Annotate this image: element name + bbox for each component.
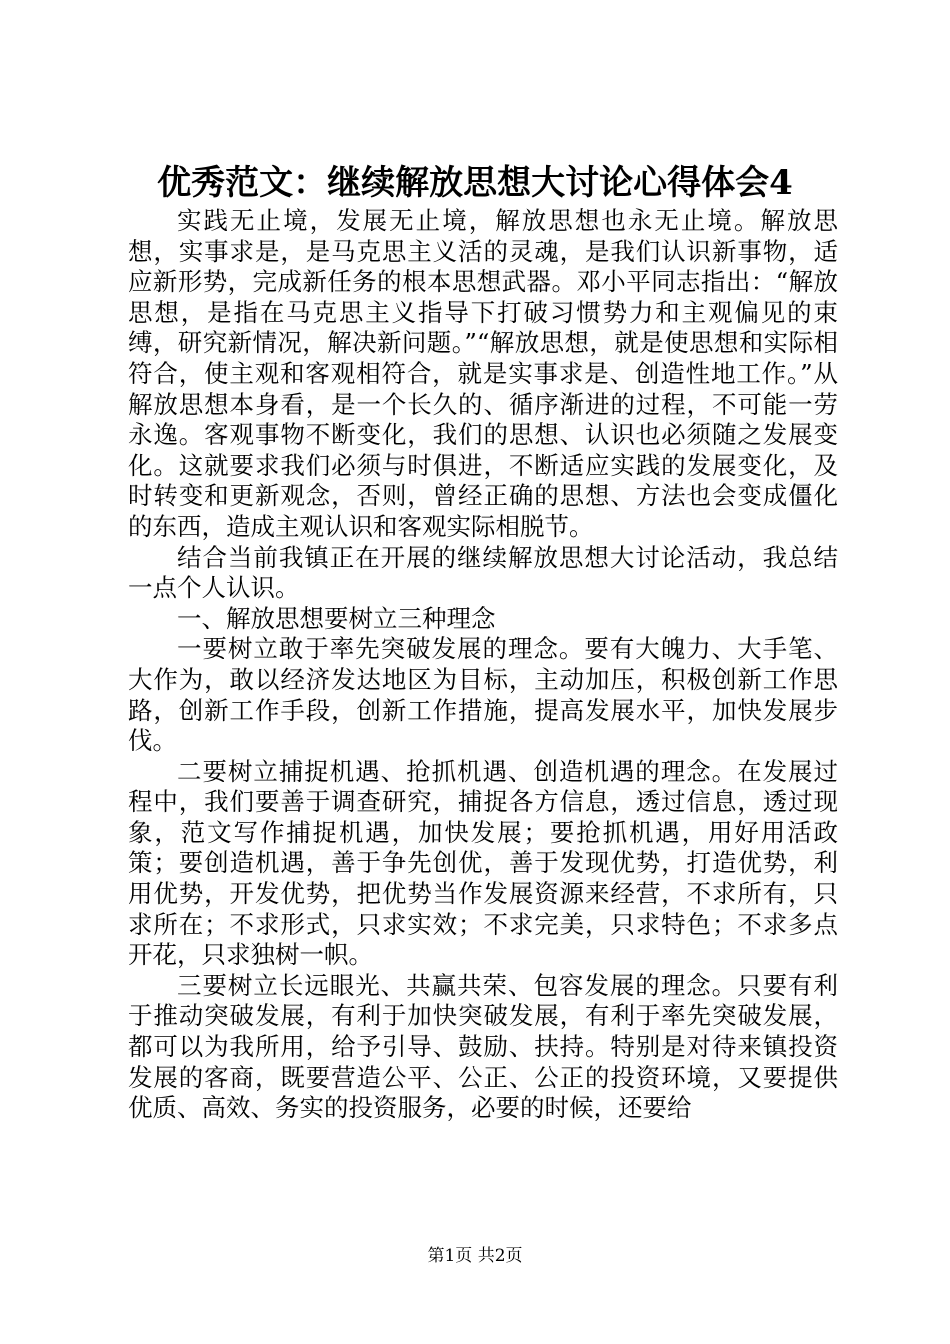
body-paragraph: 二要树立捕捉机遇、抢抓机遇、创造机遇的理念。在发展过程中，我们要善于调查研究，捕捉各方信息，透过信息，透过现象，范文写作捕捉机遇，加快发展；要抢抓机遇，用好用活政策；要创造机遇，善于争先创优，善于发现优势，打造优势，利用优势，开发优势，把优势当作发展资源来经营，不求所有，只求所在；不求形式，只求实效；不求完美，只求特色；不求多点开花，只求独树一帜。 (128, 756, 838, 970)
page-footer: 第1页 共2页 (427, 1246, 523, 1266)
body-paragraph: 三要树立长远眼光、共赢共荣、包容发展的理念。只要有利于推动突破发展，有利于加快突破发展，有利于率先突破发展，都可以为我所用，给予引导、鼓励、扶持。特别是对待来镇投资发展的客商，既要营造公平、公正、公正的投资环境，又要提供优质、高效、务实的投资服务，必要的时候，还要给 (128, 970, 838, 1123)
document-title: 优秀范文：继续解放思想大讨论心得体会4 (157, 163, 793, 203)
section-heading: 一、解放思想要树立三种理念 (177, 603, 496, 633)
document-body (128, 206, 838, 1124)
body-paragraph: 实践无止境，发展无止境，解放思想也永无止境。解放思想，实事求是，是马克思主义活的灵魂，是我们认识新事物，适应新形势，完成新任务的根本思想武器。邓小平同志指出：“解放思想，是指在马克思主义指导下打破习惯势力和主观偏见的束缚，研究新情况，解决新问题。”“解放思想，就是使思想和实际相符合，使主观和客观相符合，就是实事求是、创造性地工作。”从解放思想本身看，是一个长久的、循序渐进的过程，不可能一劳永逸。客观事物不断变化，我们的思想、认识也必须随之发展变化。这就要求我们必须与时俱进，不断适应实践的发展变化，及时转变和更新观念，否则，曾经正确的思想、方法也会变成僵化的东西，造成主观认识和客观实际相脱节。 (128, 206, 838, 541)
body-paragraph: 一要树立敢于率先突破发展的理念。要有大魄力、大手笔、大作为，敢以经济发达地区为目标，主动加压，积极创新工作思路，创新工作手段，创新工作措施，提高发展水平，加快发展步伐。 (128, 634, 838, 756)
body-paragraph: 结合当前我镇正在开展的继续解放思想大讨论活动，我总结一点个人认识。 (128, 542, 838, 603)
